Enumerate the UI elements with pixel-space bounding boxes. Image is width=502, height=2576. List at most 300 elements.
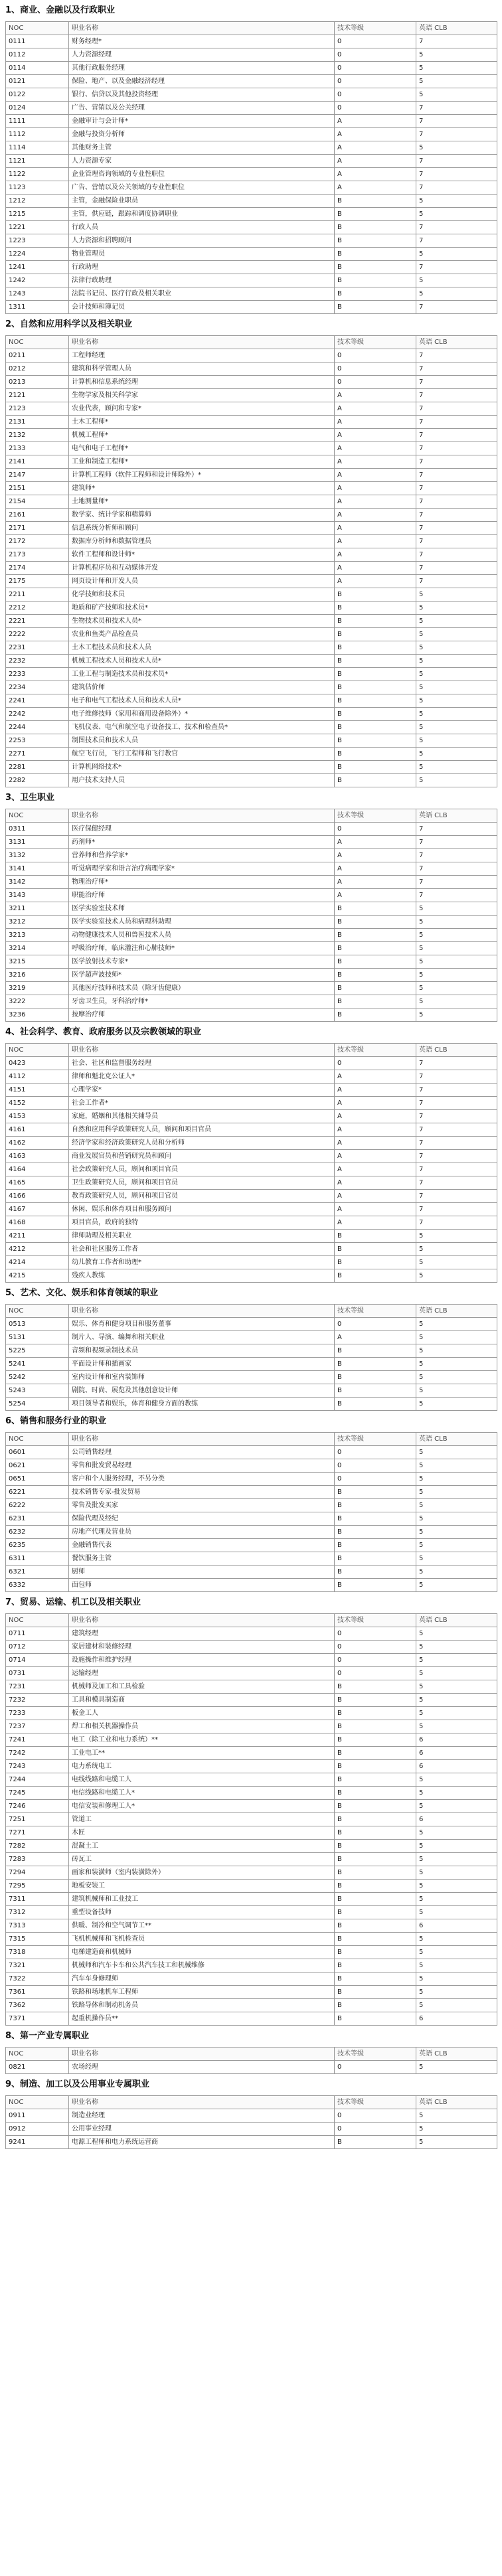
cell-name: 农业和鱼类产品检查员 bbox=[69, 628, 335, 641]
cell-level: 0 bbox=[335, 88, 416, 102]
cell-clb: 5 bbox=[416, 1459, 497, 1473]
section-title: 2、自然和应用科学以及相关职业 bbox=[5, 319, 133, 329]
table-row bbox=[6, 588, 497, 602]
cell-level: A bbox=[335, 389, 416, 402]
cell-level: B bbox=[335, 1986, 416, 1999]
table-row bbox=[6, 876, 497, 889]
table-row bbox=[6, 1526, 497, 1539]
table-row bbox=[6, 1906, 497, 1919]
table-row bbox=[6, 1371, 497, 1384]
table-row bbox=[6, 1566, 497, 1579]
cell-clb: 5 bbox=[416, 1358, 497, 1371]
cell-level: B bbox=[335, 1707, 416, 1720]
cell-name: 工业电工** bbox=[69, 1747, 335, 1760]
table-row bbox=[6, 1893, 497, 1906]
table-row bbox=[6, 509, 497, 522]
cell-level: 0 bbox=[335, 2109, 416, 2123]
cell-noc: 4164 bbox=[6, 1163, 69, 1176]
header-cell-name: 职业名称 bbox=[69, 1305, 335, 1318]
cell-noc: 2271 bbox=[6, 748, 69, 761]
table-row bbox=[6, 548, 497, 562]
header-cell-noc: NOC bbox=[6, 1433, 69, 1446]
cell-name: 焊工和相关机器操作员 bbox=[69, 1720, 335, 1733]
cell-clb: 7 bbox=[416, 1203, 497, 1216]
table-header-row bbox=[6, 1614, 497, 1627]
occupation-table bbox=[5, 1043, 497, 1283]
table-row bbox=[6, 1986, 497, 1999]
cell-clb: 5 bbox=[416, 668, 497, 681]
cell-clb: 6 bbox=[416, 1919, 497, 1933]
cell-clb: 5 bbox=[416, 1933, 497, 1946]
cell-noc: 3132 bbox=[6, 849, 69, 862]
cell-level: B bbox=[335, 1733, 416, 1747]
table-row bbox=[6, 615, 497, 628]
table-row bbox=[6, 75, 497, 88]
cell-name: 计算机和信息系统经理 bbox=[69, 376, 335, 389]
cell-name: 财务经理* bbox=[69, 35, 335, 48]
cell-name: 听觉病理学家和语言治疗病理学家* bbox=[69, 862, 335, 876]
cell-name: 机械师和汽车卡车和公共汽车技工和机械维修 bbox=[69, 1959, 335, 1972]
cell-level: B bbox=[335, 1866, 416, 1880]
section-title: 8、第一产业专属职业 bbox=[5, 2031, 90, 2041]
table-row bbox=[6, 195, 497, 208]
cell-level: 0 bbox=[335, 362, 416, 376]
cell-clb: 5 bbox=[416, 942, 497, 955]
cell-noc: 3215 bbox=[6, 955, 69, 969]
table-row bbox=[6, 248, 497, 261]
cell-clb: 5 bbox=[416, 969, 497, 982]
cell-clb: 6 bbox=[416, 2012, 497, 2026]
cell-clb: 5 bbox=[416, 1243, 497, 1256]
cell-clb: 5 bbox=[416, 641, 497, 655]
cell-noc: 1122 bbox=[6, 168, 69, 181]
cell-clb: 7 bbox=[416, 836, 497, 849]
cell-noc: 1123 bbox=[6, 181, 69, 195]
cell-noc: 4212 bbox=[6, 1243, 69, 1256]
cell-clb: 5 bbox=[416, 1539, 497, 1552]
cell-clb: 7 bbox=[416, 889, 497, 902]
table-row bbox=[6, 362, 497, 376]
cell-noc: 3141 bbox=[6, 862, 69, 876]
cell-noc: 3216 bbox=[6, 969, 69, 982]
cell-clb: 5 bbox=[416, 1986, 497, 1999]
cell-noc: 4211 bbox=[6, 1230, 69, 1243]
cell-noc: 1311 bbox=[6, 301, 69, 314]
table-row bbox=[6, 1773, 497, 1787]
cell-noc: 2173 bbox=[6, 548, 69, 562]
cell-noc: 7242 bbox=[6, 1747, 69, 1760]
cell-name: 汽车车身修理师 bbox=[69, 1972, 335, 1986]
table-row bbox=[6, 1579, 497, 1592]
cell-name: 电工（除工业和电力系统）** bbox=[69, 1733, 335, 1747]
cell-clb: 7 bbox=[416, 522, 497, 535]
cell-name: 技术销售专家-批发贸易 bbox=[69, 1486, 335, 1499]
table-row bbox=[6, 929, 497, 942]
table-row bbox=[6, 389, 497, 402]
cell-name: 人力资源和招聘顾问 bbox=[69, 234, 335, 248]
table-row bbox=[6, 1919, 497, 1933]
cell-noc: 2161 bbox=[6, 509, 69, 522]
cell-level: A bbox=[335, 849, 416, 862]
table-row bbox=[6, 942, 497, 955]
table-row bbox=[6, 102, 497, 115]
cell-noc: 3142 bbox=[6, 876, 69, 889]
cell-noc: 3131 bbox=[6, 836, 69, 849]
cell-name: 供暖、制冷和空气调节工** bbox=[69, 1919, 335, 1933]
cell-clb: 7 bbox=[416, 455, 497, 469]
cell-clb: 5 bbox=[416, 588, 497, 602]
cell-level: B bbox=[335, 1486, 416, 1499]
cell-level: A bbox=[335, 1163, 416, 1176]
cell-noc: 1212 bbox=[6, 195, 69, 208]
table-row bbox=[6, 535, 497, 548]
section-title: 4、社会科学、教育、政府服务以及宗教领域的职业 bbox=[5, 1027, 202, 1037]
header-cell-clb: 英语 CLB bbox=[416, 2048, 497, 2061]
cell-noc: 1224 bbox=[6, 248, 69, 261]
cell-level: B bbox=[335, 1526, 416, 1539]
cell-noc: 7283 bbox=[6, 1853, 69, 1866]
cell-level: B bbox=[335, 1840, 416, 1853]
table-row bbox=[6, 495, 497, 509]
cell-name: 建筑估价师 bbox=[69, 681, 335, 694]
cell-name: 幼儿教育工作者和助理* bbox=[69, 1256, 335, 1269]
cell-noc: 2281 bbox=[6, 761, 69, 774]
table-row bbox=[6, 1203, 497, 1216]
table-row bbox=[6, 681, 497, 694]
cell-name: 法院书记员、医疗行政及相关职业 bbox=[69, 287, 335, 301]
header-cell-noc: NOC bbox=[6, 22, 69, 35]
cell-noc: 7311 bbox=[6, 1893, 69, 1906]
cell-noc: 0712 bbox=[6, 1641, 69, 1654]
cell-level: B bbox=[335, 1959, 416, 1972]
cell-noc: 6222 bbox=[6, 1499, 69, 1512]
cell-level: B bbox=[335, 1694, 416, 1707]
cell-clb: 6 bbox=[416, 1747, 497, 1760]
table-row bbox=[6, 128, 497, 141]
table-row bbox=[6, 1707, 497, 1720]
cell-noc: 2253 bbox=[6, 734, 69, 748]
cell-level: B bbox=[335, 2012, 416, 2026]
cell-clb: 5 bbox=[416, 1972, 497, 1986]
table-row bbox=[6, 1959, 497, 1972]
cell-noc: 2221 bbox=[6, 615, 69, 628]
cell-clb: 5 bbox=[416, 1269, 497, 1283]
cell-noc: 6321 bbox=[6, 1566, 69, 1579]
table-row bbox=[6, 823, 497, 836]
cell-name: 室内设计师和室内装饰师 bbox=[69, 1371, 335, 1384]
table-row bbox=[6, 575, 497, 588]
cell-noc: 4167 bbox=[6, 1203, 69, 1216]
cell-clb: 5 bbox=[416, 1331, 497, 1344]
cell-noc: 3143 bbox=[6, 889, 69, 902]
cell-clb: 7 bbox=[416, 442, 497, 455]
cell-level: A bbox=[335, 495, 416, 509]
table-row bbox=[6, 1473, 497, 1486]
cell-clb: 5 bbox=[416, 1384, 497, 1398]
cell-clb: 5 bbox=[416, 1694, 497, 1707]
cell-name: 公司销售经理 bbox=[69, 1446, 335, 1459]
cell-name: 计算机工程师（软件工程师和设计师除外）* bbox=[69, 469, 335, 482]
cell-level: A bbox=[335, 1097, 416, 1110]
cell-level: B bbox=[335, 1680, 416, 1694]
cell-noc: 2141 bbox=[6, 455, 69, 469]
cell-noc: 7241 bbox=[6, 1733, 69, 1747]
cell-level: A bbox=[335, 1203, 416, 1216]
cell-clb: 5 bbox=[416, 628, 497, 641]
cell-noc: 0711 bbox=[6, 1627, 69, 1641]
cell-name: 心理学家* bbox=[69, 1084, 335, 1097]
cell-name: 生物学家及相关科学家 bbox=[69, 389, 335, 402]
table-row bbox=[6, 1499, 497, 1512]
cell-name: 计算机网络技术* bbox=[69, 761, 335, 774]
cell-noc: 2154 bbox=[6, 495, 69, 509]
occupation-table bbox=[5, 335, 497, 787]
cell-noc: 7251 bbox=[6, 1813, 69, 1826]
cell-clb: 5 bbox=[416, 708, 497, 721]
cell-name: 信息系统分析师和顾问 bbox=[69, 522, 335, 535]
cell-clb: 7 bbox=[416, 1176, 497, 1190]
header-cell-name: 职业名称 bbox=[69, 1614, 335, 1627]
cell-name: 画家和装潢师（室内装潢除外） bbox=[69, 1866, 335, 1880]
cell-name: 计算机程序员和互动媒体开发 bbox=[69, 562, 335, 575]
cell-noc: 7233 bbox=[6, 1707, 69, 1720]
cell-noc: 7371 bbox=[6, 2012, 69, 2026]
table-row bbox=[6, 349, 497, 362]
table-row bbox=[6, 155, 497, 168]
table-header-row bbox=[6, 1305, 497, 1318]
cell-clb: 5 bbox=[416, 734, 497, 748]
cell-name: 木匠 bbox=[69, 1826, 335, 1840]
table-row bbox=[6, 1459, 497, 1473]
table-row bbox=[6, 1853, 497, 1866]
cell-name: 制造业经理 bbox=[69, 2109, 335, 2123]
header-cell-name: 职业名称 bbox=[69, 2096, 335, 2109]
cell-level: B bbox=[335, 748, 416, 761]
cell-noc: 4166 bbox=[6, 1190, 69, 1203]
cell-name: 经济学家和经济政策研究人员和分析师 bbox=[69, 1137, 335, 1150]
header-cell-noc: NOC bbox=[6, 1614, 69, 1627]
cell-level: 0 bbox=[335, 1627, 416, 1641]
table-row bbox=[6, 168, 497, 181]
cell-name: 电气和电子工程师* bbox=[69, 442, 335, 455]
table-row bbox=[6, 429, 497, 442]
cell-noc: 0911 bbox=[6, 2109, 69, 2123]
cell-level: 0 bbox=[335, 1667, 416, 1680]
header-cell-clb: 英语 CLB bbox=[416, 1044, 497, 1057]
cell-noc: 2175 bbox=[6, 575, 69, 588]
cell-clb: 5 bbox=[416, 1344, 497, 1358]
cell-name: 按摩治疗师 bbox=[69, 1008, 335, 1022]
cell-clb: 7 bbox=[416, 876, 497, 889]
section-title: 6、销售和服务行业的职业 bbox=[5, 1416, 107, 1426]
table-row bbox=[6, 1057, 497, 1070]
cell-name: 行政助理 bbox=[69, 261, 335, 274]
cell-noc: 0601 bbox=[6, 1446, 69, 1459]
cell-noc: 4151 bbox=[6, 1084, 69, 1097]
cell-noc: 3236 bbox=[6, 1008, 69, 1022]
table-row bbox=[6, 916, 497, 929]
cell-clb: 7 bbox=[416, 35, 497, 48]
cell-name: 牙齿卫生员，牙科治疗师* bbox=[69, 995, 335, 1008]
cell-name: 起重机操作员** bbox=[69, 2012, 335, 2026]
cell-level: B bbox=[335, 1344, 416, 1358]
table-row bbox=[6, 1880, 497, 1893]
cell-level: B bbox=[335, 694, 416, 708]
cell-name: 厨师 bbox=[69, 1566, 335, 1579]
table-row bbox=[6, 1866, 497, 1880]
cell-level: B bbox=[335, 1826, 416, 1840]
cell-noc: 5242 bbox=[6, 1371, 69, 1384]
cell-name: 工业和制造工程师* bbox=[69, 455, 335, 469]
cell-name: 工程师经理 bbox=[69, 349, 335, 362]
cell-noc: 7313 bbox=[6, 1919, 69, 1933]
cell-name: 制片人、导演、编舞和相关职业 bbox=[69, 1331, 335, 1344]
cell-clb: 5 bbox=[416, 48, 497, 62]
cell-clb: 6 bbox=[416, 1733, 497, 1747]
cell-noc: 7322 bbox=[6, 1972, 69, 1986]
cell-level: B bbox=[335, 195, 416, 208]
table-row bbox=[6, 1972, 497, 1986]
cell-clb: 5 bbox=[416, 1880, 497, 1893]
cell-level: 0 bbox=[335, 62, 416, 75]
cell-level: B bbox=[335, 248, 416, 261]
cell-noc: 9241 bbox=[6, 2136, 69, 2149]
cell-level: B bbox=[335, 1384, 416, 1398]
cell-clb: 7 bbox=[416, 128, 497, 141]
cell-name: 其他财务主管 bbox=[69, 141, 335, 155]
cell-noc: 7315 bbox=[6, 1933, 69, 1946]
cell-clb: 5 bbox=[416, 1893, 497, 1906]
table-row bbox=[6, 35, 497, 48]
cell-name: 建筑经理 bbox=[69, 1627, 335, 1641]
header-cell-level: 技术等级 bbox=[335, 2048, 416, 2061]
header-cell-name: 职业名称 bbox=[69, 336, 335, 349]
cell-level: B bbox=[335, 1499, 416, 1512]
cell-name: 企业管理咨询领域的专业性职位 bbox=[69, 168, 335, 181]
header-cell-level: 技术等级 bbox=[335, 1305, 416, 1318]
table-row bbox=[6, 1826, 497, 1840]
cell-name: 药剂师* bbox=[69, 836, 335, 849]
occupation-table bbox=[5, 809, 497, 1022]
cell-noc: 4161 bbox=[6, 1123, 69, 1137]
header-cell-clb: 英语 CLB bbox=[416, 1433, 497, 1446]
table-row bbox=[6, 1358, 497, 1371]
cell-name: 残疾人教练 bbox=[69, 1269, 335, 1283]
cell-noc: 6332 bbox=[6, 1579, 69, 1592]
cell-level: A bbox=[335, 836, 416, 849]
table-row bbox=[6, 628, 497, 641]
header-cell-clb: 英语 CLB bbox=[416, 336, 497, 349]
header-cell-clb: 英语 CLB bbox=[416, 22, 497, 35]
cell-clb: 7 bbox=[416, 849, 497, 862]
table-row bbox=[6, 1654, 497, 1667]
cell-clb: 5 bbox=[416, 615, 497, 628]
cell-level: 0 bbox=[335, 35, 416, 48]
cell-clb: 5 bbox=[416, 208, 497, 221]
cell-clb: 5 bbox=[416, 1840, 497, 1853]
cell-noc: 7246 bbox=[6, 1800, 69, 1813]
cell-clb: 6 bbox=[416, 1760, 497, 1773]
cell-clb: 7 bbox=[416, 115, 497, 128]
cell-noc: 1223 bbox=[6, 234, 69, 248]
cell-level: A bbox=[335, 509, 416, 522]
table-row bbox=[6, 1747, 497, 1760]
cell-level: B bbox=[335, 1230, 416, 1243]
table-row bbox=[6, 141, 497, 155]
cell-name: 社会工作者* bbox=[69, 1097, 335, 1110]
cell-noc: 4165 bbox=[6, 1176, 69, 1190]
cell-level: A bbox=[335, 862, 416, 876]
header-cell-name: 职业名称 bbox=[69, 1433, 335, 1446]
cell-level: B bbox=[335, 1552, 416, 1566]
cell-level: A bbox=[335, 455, 416, 469]
cell-clb: 7 bbox=[416, 862, 497, 876]
cell-clb: 5 bbox=[416, 1446, 497, 1459]
cell-noc: 0111 bbox=[6, 35, 69, 48]
cell-clb: 7 bbox=[416, 1190, 497, 1203]
header-cell-name: 职业名称 bbox=[69, 1044, 335, 1057]
cell-noc: 7318 bbox=[6, 1946, 69, 1959]
cell-noc: 1112 bbox=[6, 128, 69, 141]
table-row bbox=[6, 1123, 497, 1137]
table-row bbox=[6, 2123, 497, 2136]
cell-level: B bbox=[335, 942, 416, 955]
header-cell-clb: 英语 CLB bbox=[416, 2096, 497, 2109]
cell-noc: 6235 bbox=[6, 1539, 69, 1552]
cell-noc: 5254 bbox=[6, 1398, 69, 1411]
cell-name: 项目官员，政府的独特 bbox=[69, 1216, 335, 1230]
cell-noc: 1121 bbox=[6, 155, 69, 168]
cell-level: B bbox=[335, 1933, 416, 1946]
cell-noc: 3214 bbox=[6, 942, 69, 955]
header-cell-level: 技术等级 bbox=[335, 809, 416, 823]
cell-name: 客户和个人服务经理，不另分类 bbox=[69, 1473, 335, 1486]
cell-level: B bbox=[335, 982, 416, 995]
cell-name: 铁路导体和制动机务员 bbox=[69, 1999, 335, 2012]
cell-level: A bbox=[335, 1110, 416, 1123]
cell-level: A bbox=[335, 1084, 416, 1097]
cell-noc: 7361 bbox=[6, 1986, 69, 1999]
cell-noc: 2244 bbox=[6, 721, 69, 734]
cell-level: A bbox=[335, 1176, 416, 1190]
cell-level: B bbox=[335, 1747, 416, 1760]
cell-clb: 5 bbox=[416, 1526, 497, 1539]
table-row bbox=[6, 208, 497, 221]
cell-level: B bbox=[335, 1539, 416, 1552]
cell-level: B bbox=[335, 1760, 416, 1773]
cell-noc: 2123 bbox=[6, 402, 69, 416]
table-row bbox=[6, 1787, 497, 1800]
cell-name: 金融与投资分析师 bbox=[69, 128, 335, 141]
table-row bbox=[6, 287, 497, 301]
cell-level: B bbox=[335, 1972, 416, 1986]
table-row bbox=[6, 1070, 497, 1084]
cell-clb: 5 bbox=[416, 1787, 497, 1800]
cell-name: 家居建材和装修经理 bbox=[69, 1641, 335, 1654]
table-row bbox=[6, 522, 497, 535]
cell-name: 项目领导者和娱乐，体育和健身方面的教练 bbox=[69, 1398, 335, 1411]
table-row bbox=[6, 274, 497, 287]
cell-name: 化学技师和技术员 bbox=[69, 588, 335, 602]
cell-clb: 5 bbox=[416, 1627, 497, 1641]
cell-noc: 2132 bbox=[6, 429, 69, 442]
cell-level: 0 bbox=[335, 1446, 416, 1459]
header-cell-level: 技术等级 bbox=[335, 22, 416, 35]
cell-name: 保险、地产、以及金融经济经理 bbox=[69, 75, 335, 88]
cell-clb: 5 bbox=[416, 2136, 497, 2149]
cell-name: 医学放射技术专家* bbox=[69, 955, 335, 969]
table-row bbox=[6, 1150, 497, 1163]
